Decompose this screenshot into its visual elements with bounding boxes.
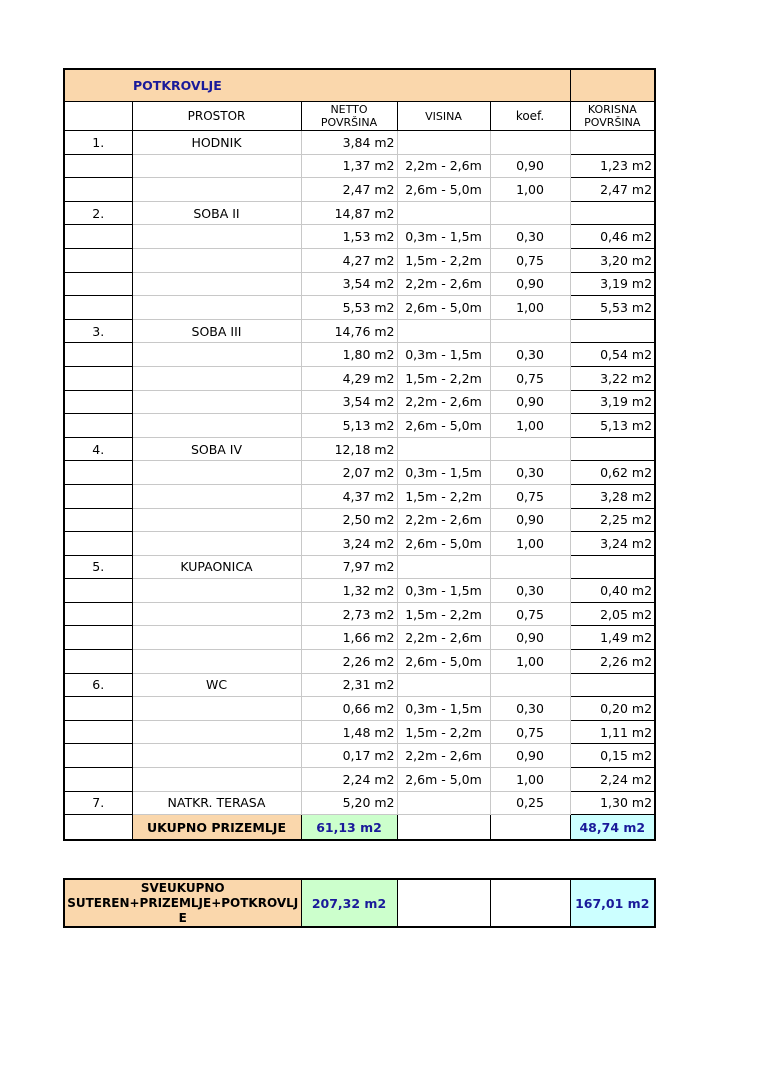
height-range: 1,5m - 2,2m <box>397 602 490 626</box>
height-range: 2,6m - 5,0m <box>397 178 490 202</box>
total-korisna: 48,74 m2 <box>570 815 655 841</box>
usable-area: 0,40 m2 <box>570 579 655 603</box>
height-range: 2,6m - 5,0m <box>397 414 490 438</box>
coefficient: 0,30 <box>490 579 570 603</box>
room-name: HODNIK <box>132 131 301 155</box>
usable-area: 3,19 m2 <box>570 390 655 414</box>
netto-area: 1,37 m2 <box>301 154 397 178</box>
total-empty-koef <box>490 815 570 841</box>
coefficient <box>490 201 570 225</box>
row-number <box>64 697 132 721</box>
row-number: 3. <box>64 319 132 343</box>
height-range: 2,2m - 2,6m <box>397 744 490 768</box>
coefficient: 0,30 <box>490 225 570 249</box>
row-number: 7. <box>64 791 132 815</box>
grand-total-label <box>64 879 301 927</box>
row-number <box>64 343 132 367</box>
coefficient: 0,90 <box>490 744 570 768</box>
netto-area: 2,31 m2 <box>301 673 397 697</box>
room-name: SOBA IV <box>132 437 301 461</box>
room-name <box>132 154 301 178</box>
height-range: 2,2m - 2,6m <box>397 626 490 650</box>
room-name <box>132 602 301 626</box>
height-range: 2,6m - 5,0m <box>397 768 490 792</box>
grand-total-netto: 207,32 m2 <box>301 879 397 927</box>
header-netto-line2: POVRŠINA <box>320 116 378 129</box>
coefficient: 1,00 <box>490 296 570 320</box>
usable-area: 2,47 m2 <box>570 178 655 202</box>
header-num <box>64 102 132 131</box>
table-row <box>64 508 655 532</box>
height-range <box>397 673 490 697</box>
row-number <box>64 626 132 650</box>
coefficient: 1,00 <box>490 414 570 438</box>
netto-area: 14,76 m2 <box>301 319 397 343</box>
total-label: UKUPNO PRIZEMLJE <box>132 815 301 841</box>
table-row <box>64 343 655 367</box>
height-range: 2,2m - 2,6m <box>397 272 490 296</box>
row-number <box>64 768 132 792</box>
table-row <box>64 768 655 792</box>
coefficient: 1,00 <box>490 650 570 674</box>
height-range: 1,5m - 2,2m <box>397 366 490 390</box>
table-row <box>64 201 655 225</box>
table-row <box>64 555 655 579</box>
coefficient: 0,75 <box>490 602 570 626</box>
header-korisna <box>570 102 655 131</box>
room-name <box>132 484 301 508</box>
coefficient: 0,90 <box>490 508 570 532</box>
room-name <box>132 414 301 438</box>
room-name: SOBA III <box>132 319 301 343</box>
netto-area: 12,18 m2 <box>301 437 397 461</box>
section-title-row <box>64 69 655 102</box>
netto-area: 2,26 m2 <box>301 650 397 674</box>
row-number <box>64 248 132 272</box>
usable-area: 3,22 m2 <box>570 366 655 390</box>
room-name <box>132 532 301 556</box>
row-number: 6. <box>64 673 132 697</box>
header-visina: VISINA <box>397 102 490 131</box>
row-number <box>64 532 132 556</box>
netto-area: 0,66 m2 <box>301 697 397 721</box>
room-name <box>132 225 301 249</box>
coefficient: 0,30 <box>490 461 570 485</box>
row-number <box>64 178 132 202</box>
table-row <box>64 650 655 674</box>
height-range <box>397 131 490 155</box>
table-row <box>64 532 655 556</box>
height-range: 0,3m - 1,5m <box>397 461 490 485</box>
header-netto-line1: NETTO <box>330 103 368 116</box>
netto-area: 2,07 m2 <box>301 461 397 485</box>
height-range: 2,2m - 2,6m <box>397 390 490 414</box>
row-number <box>64 461 132 485</box>
area-table <box>63 68 656 841</box>
room-name <box>132 343 301 367</box>
grand-total-label-line1: SVEUKUPNO <box>140 880 225 895</box>
netto-area: 4,27 m2 <box>301 248 397 272</box>
row-number <box>64 744 132 768</box>
netto-area: 3,54 m2 <box>301 272 397 296</box>
room-name <box>132 272 301 296</box>
room-name <box>132 461 301 485</box>
height-range: 1,5m - 2,2m <box>397 484 490 508</box>
usable-area: 0,62 m2 <box>570 461 655 485</box>
netto-area: 2,24 m2 <box>301 768 397 792</box>
netto-area: 3,24 m2 <box>301 532 397 556</box>
table-row <box>64 626 655 650</box>
usable-area: 2,24 m2 <box>570 768 655 792</box>
usable-area <box>570 555 655 579</box>
height-range <box>397 437 490 461</box>
room-name: NATKR. TERASA <box>132 791 301 815</box>
table-row <box>64 390 655 414</box>
netto-area: 4,37 m2 <box>301 484 397 508</box>
usable-area <box>570 673 655 697</box>
netto-area: 1,48 m2 <box>301 720 397 744</box>
total-empty-cell <box>64 815 132 841</box>
row-number <box>64 296 132 320</box>
height-range: 1,5m - 2,2m <box>397 720 490 744</box>
netto-area: 5,20 m2 <box>301 791 397 815</box>
coefficient: 1,00 <box>490 178 570 202</box>
usable-area: 5,53 m2 <box>570 296 655 320</box>
header-korisna-line1: KORISNA <box>587 103 637 116</box>
netto-area: 1,53 m2 <box>301 225 397 249</box>
netto-area: 5,13 m2 <box>301 414 397 438</box>
usable-area: 2,26 m2 <box>570 650 655 674</box>
height-range <box>397 555 490 579</box>
coefficient <box>490 437 570 461</box>
row-number: 5. <box>64 555 132 579</box>
usable-area <box>570 201 655 225</box>
netto-area: 0,17 m2 <box>301 744 397 768</box>
coefficient: 1,00 <box>490 532 570 556</box>
table-row <box>64 484 655 508</box>
usable-area: 1,23 m2 <box>570 154 655 178</box>
height-range: 2,6m - 5,0m <box>397 650 490 674</box>
room-name: SOBA II <box>132 201 301 225</box>
coefficient: 0,75 <box>490 366 570 390</box>
table-row <box>64 673 655 697</box>
usable-area: 0,54 m2 <box>570 343 655 367</box>
header-korisna-line2: POVRŠINA <box>584 116 641 129</box>
table-row <box>64 296 655 320</box>
netto-area: 1,32 m2 <box>301 579 397 603</box>
header-koef: koef. <box>490 102 570 131</box>
row-number: 4. <box>64 437 132 461</box>
usable-area: 1,49 m2 <box>570 626 655 650</box>
room-name <box>132 579 301 603</box>
height-range: 2,2m - 2,6m <box>397 508 490 532</box>
height-range <box>397 319 490 343</box>
table-row <box>64 579 655 603</box>
grand-total-empty-koef <box>490 879 570 927</box>
table-row <box>64 366 655 390</box>
height-range <box>397 791 490 815</box>
coefficient <box>490 319 570 343</box>
coefficient: 0,90 <box>490 154 570 178</box>
table-row <box>64 602 655 626</box>
area-table-wrapper <box>63 68 654 841</box>
usable-area: 0,15 m2 <box>570 744 655 768</box>
row-number <box>64 650 132 674</box>
table-row <box>64 720 655 744</box>
grand-total-label-line3: E <box>178 910 187 925</box>
height-range: 2,6m - 5,0m <box>397 296 490 320</box>
table-row <box>64 154 655 178</box>
netto-area: 14,87 m2 <box>301 201 397 225</box>
row-number <box>64 390 132 414</box>
table-row <box>64 461 655 485</box>
header-prostor: PROSTOR <box>132 102 301 131</box>
room-name <box>132 650 301 674</box>
row-number <box>64 508 132 532</box>
room-name: KUPAONICA <box>132 555 301 579</box>
total-row <box>64 815 655 841</box>
usable-area: 2,05 m2 <box>570 602 655 626</box>
row-number <box>64 154 132 178</box>
usable-area <box>570 319 655 343</box>
room-name <box>132 390 301 414</box>
coefficient: 0,25 <box>490 791 570 815</box>
usable-area: 3,28 m2 <box>570 484 655 508</box>
table-row <box>64 744 655 768</box>
height-range: 0,3m - 1,5m <box>397 579 490 603</box>
netto-area: 4,29 m2 <box>301 366 397 390</box>
row-number <box>64 225 132 249</box>
netto-area: 5,53 m2 <box>301 296 397 320</box>
row-number <box>64 602 132 626</box>
height-range: 0,3m - 1,5m <box>397 343 490 367</box>
coefficient: 0,30 <box>490 697 570 721</box>
usable-area: 0,20 m2 <box>570 697 655 721</box>
row-number <box>64 720 132 744</box>
total-netto: 61,13 m2 <box>301 815 397 841</box>
room-name <box>132 697 301 721</box>
height-range: 2,6m - 5,0m <box>397 532 490 556</box>
room-name <box>132 626 301 650</box>
table-row <box>64 178 655 202</box>
row-number <box>64 484 132 508</box>
netto-area: 7,97 m2 <box>301 555 397 579</box>
room-name <box>132 296 301 320</box>
height-range: 2,2m - 2,6m <box>397 154 490 178</box>
room-name <box>132 178 301 202</box>
height-range: 0,3m - 1,5m <box>397 225 490 249</box>
netto-area: 1,80 m2 <box>301 343 397 367</box>
usable-area: 1,30 m2 <box>570 791 655 815</box>
coefficient <box>490 555 570 579</box>
usable-area: 0,46 m2 <box>570 225 655 249</box>
netto-area: 1,66 m2 <box>301 626 397 650</box>
row-number <box>64 414 132 438</box>
table-row <box>64 225 655 249</box>
usable-area: 2,25 m2 <box>570 508 655 532</box>
usable-area <box>570 437 655 461</box>
title-empty-cell <box>570 69 655 102</box>
coefficient: 0,75 <box>490 720 570 744</box>
header-netto <box>301 102 397 131</box>
netto-area: 2,73 m2 <box>301 602 397 626</box>
room-name <box>132 720 301 744</box>
netto-area: 2,50 m2 <box>301 508 397 532</box>
usable-area: 1,11 m2 <box>570 720 655 744</box>
grand-total-label-line2: SUTEREN+PRIZEMLJE+POTKROVLJ <box>67 895 299 910</box>
table-row <box>64 131 655 155</box>
room-name <box>132 768 301 792</box>
table-row <box>64 319 655 343</box>
netto-area: 3,84 m2 <box>301 131 397 155</box>
row-number: 1. <box>64 131 132 155</box>
height-range <box>397 201 490 225</box>
table-row <box>64 697 655 721</box>
coefficient: 1,00 <box>490 768 570 792</box>
room-name <box>132 366 301 390</box>
netto-area: 3,54 m2 <box>301 390 397 414</box>
row-number <box>64 579 132 603</box>
coefficient: 0,75 <box>490 484 570 508</box>
table-row <box>64 272 655 296</box>
usable-area: 3,20 m2 <box>570 248 655 272</box>
grand-total-table <box>63 878 656 928</box>
usable-area <box>570 131 655 155</box>
table-row <box>64 791 655 815</box>
row-number <box>64 272 132 296</box>
grand-total-empty-visina <box>397 879 490 927</box>
coefficient: 0,30 <box>490 343 570 367</box>
usable-area: 3,24 m2 <box>570 532 655 556</box>
coefficient <box>490 673 570 697</box>
table-row <box>64 437 655 461</box>
coefficient <box>490 131 570 155</box>
height-range: 1,5m - 2,2m <box>397 248 490 272</box>
coefficient: 0,90 <box>490 272 570 296</box>
grand-total-korisna: 167,01 m2 <box>570 879 655 927</box>
coefficient: 0,90 <box>490 626 570 650</box>
height-range: 0,3m - 1,5m <box>397 697 490 721</box>
netto-area: 2,47 m2 <box>301 178 397 202</box>
row-number: 2. <box>64 201 132 225</box>
room-name <box>132 248 301 272</box>
header-row <box>64 102 655 131</box>
table-row <box>64 248 655 272</box>
room-name <box>132 744 301 768</box>
coefficient: 0,75 <box>490 248 570 272</box>
coefficient: 0,90 <box>490 390 570 414</box>
grand-total-row <box>64 879 655 927</box>
section-title: POTKROVLJE <box>64 69 570 102</box>
usable-area: 3,19 m2 <box>570 272 655 296</box>
room-name <box>132 508 301 532</box>
row-number <box>64 366 132 390</box>
room-name: WC <box>132 673 301 697</box>
total-empty-visina <box>397 815 490 841</box>
usable-area: 5,13 m2 <box>570 414 655 438</box>
table-row <box>64 414 655 438</box>
